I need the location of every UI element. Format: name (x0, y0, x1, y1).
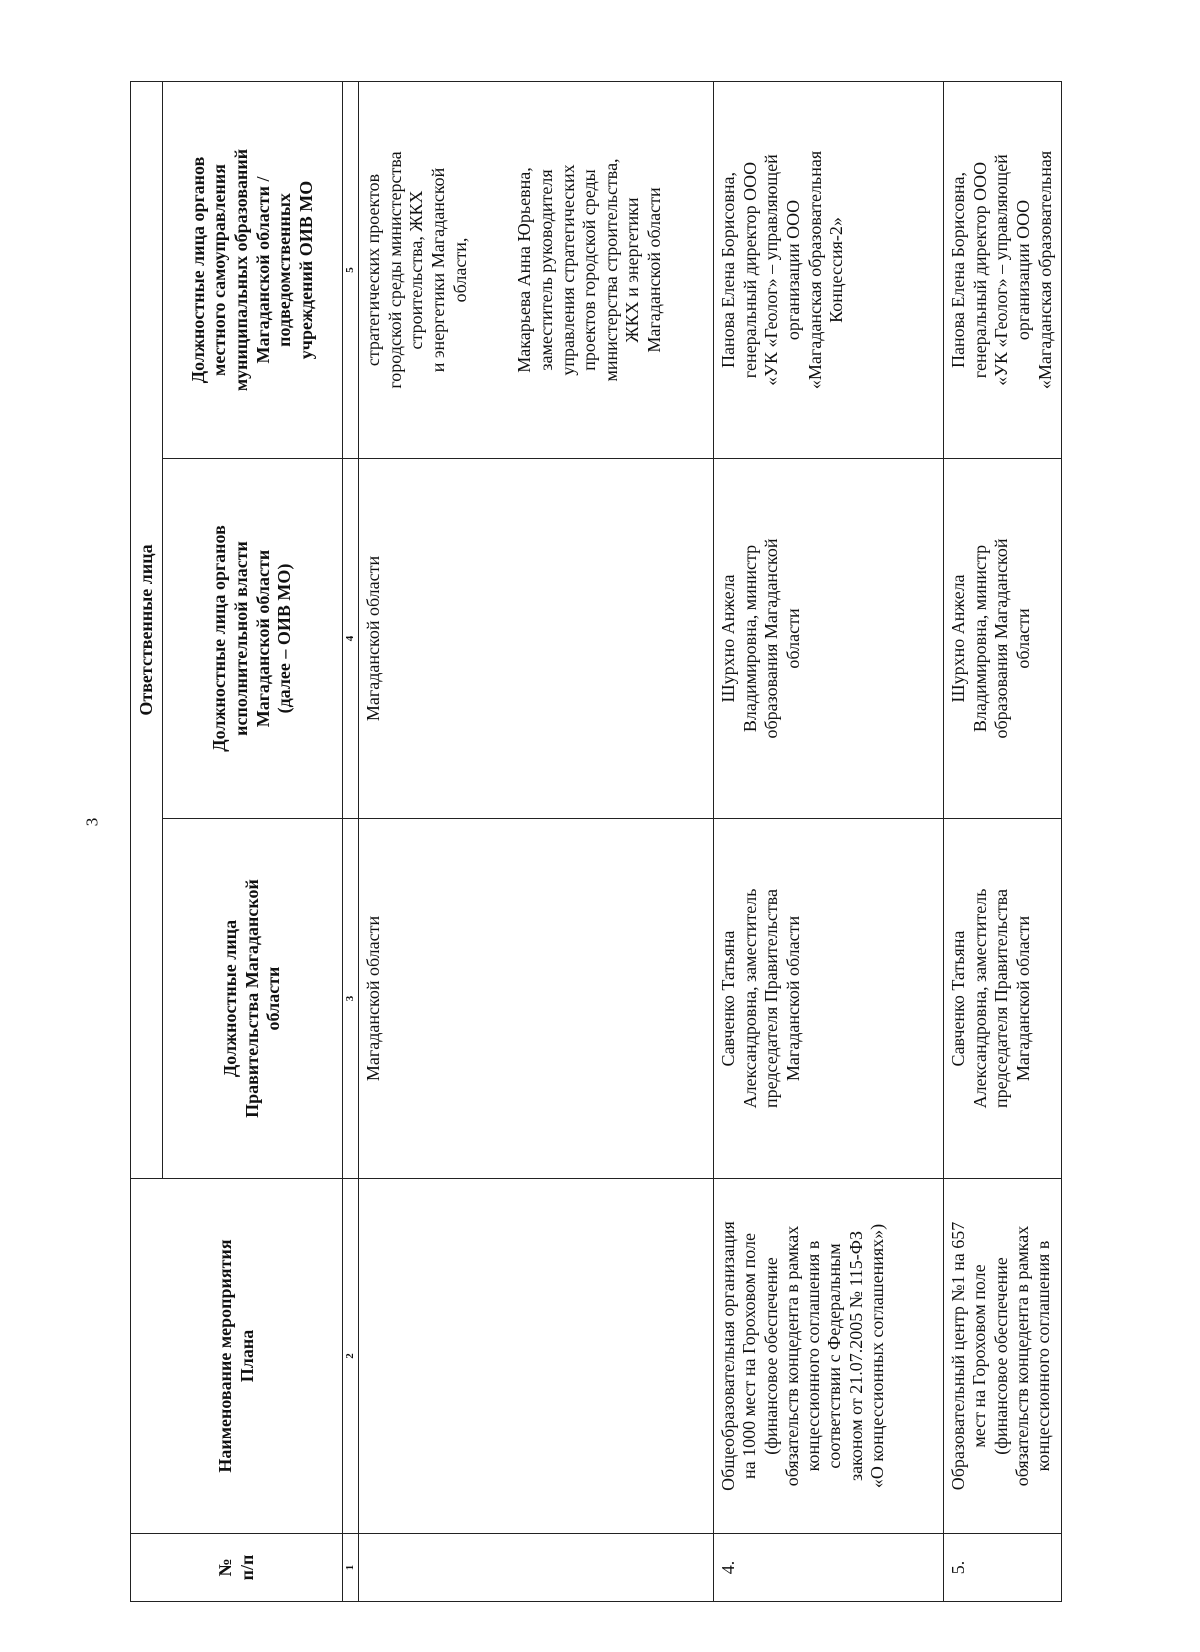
header-gov: Должностные лица Правительства Магаданской области (163, 819, 343, 1179)
header-mun: Должностные лица органов местного самоуправления муниципальных образований Магаданской области / подведомственных учреждений ОИВ МО (163, 81, 343, 458)
oiv-official: Шурхно Анжела Владимировна, министр образования Магаданской области (944, 459, 1062, 819)
plan-table (130, 81, 1062, 1602)
page-number (82, 818, 102, 827)
gov-official: Магаданской области (359, 819, 714, 1179)
header-oiv: Должностные лица органов исполнительной власти Магаданской области (далее – ОИВ МО) (163, 459, 343, 819)
column-number: 4 (343, 459, 359, 819)
mun-official: Панова Елена Борисовна, генеральный директор ООО «УК «Геолог» – управляющей организации ООО «Магаданская образовательная Концессия-2» (714, 81, 944, 458)
header-num: № п/п (131, 1534, 343, 1602)
page-number-text: 3 (82, 817, 102, 827)
column-number-row (343, 81, 359, 1601)
row-number: 5. (944, 1534, 1062, 1602)
column-number: 1 (343, 1534, 359, 1602)
row-number: 4. (714, 1534, 944, 1602)
column-number: 2 (343, 1179, 359, 1534)
header-responsible-group: Ответственные лица (131, 81, 163, 1178)
gov-official: Савченко Татьяна Александровна, заместитель председателя Правительства Магаданской области (944, 819, 1062, 1179)
mun-official: Панова Елена Борисовна, генеральный директор ООО «УК «Геолог» – управляющей организации ООО «Магаданская образовательная (944, 81, 1062, 458)
event-name (359, 1179, 714, 1534)
table-row (714, 81, 944, 1601)
event-name: Образовательный центр №1 на 657 мест на Гороховом поле (финансовое обеспечение обязательств концедента в рамках концессионного соглашения в (944, 1179, 1062, 1534)
oiv-official: Магаданской области (359, 459, 714, 819)
row-number (359, 1534, 714, 1602)
event-name: Общеобразовательная организация на 1000 мест на Гороховом поле (финансовое обеспечение обязательств концедента в рамках концессионного соглашения в соответствии с Федеральным законом от 21.07.2005 № 115-ФЗ «О концессионных соглашениях») (714, 1179, 944, 1534)
column-number: 5 (343, 81, 359, 458)
table-row (359, 81, 714, 1601)
oiv-official: Шурхно Анжела Владимировна, министр образования Магаданской области (714, 459, 944, 819)
mun-official: стратегических проектов городской среды министерства строительства, ЖКХ и энергетики Магаданской области, Макарьева Анна Юрьевна, заместитель руководителя управления стратегических проектов городской среды министерства строительства, ЖКХ и энергетики Магаданской области (359, 81, 714, 458)
rotated-table-wrapper (130, 82, 1062, 1602)
column-number: 3 (343, 819, 359, 1179)
gov-official: Савченко Татьяна Александровна, заместитель председателя Правительства Магаданской области (714, 819, 944, 1179)
table-row (944, 81, 1062, 1601)
header-row-1 (131, 81, 163, 1601)
header-event: Наименование мероприятия Плана (131, 1179, 343, 1534)
